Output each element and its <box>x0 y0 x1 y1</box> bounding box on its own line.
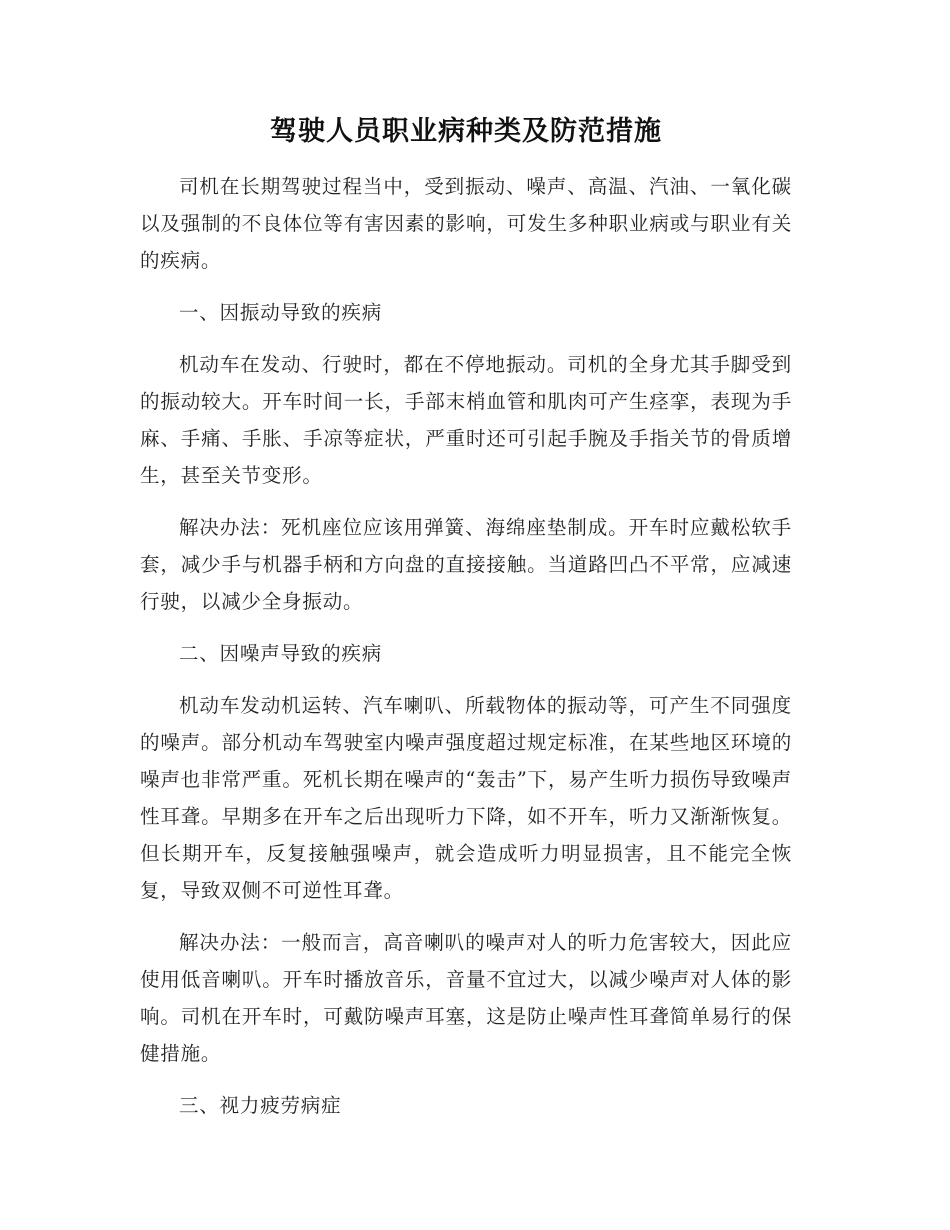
document-body <box>140 108 792 1124</box>
intro-paragraph: 司机在长期驾驶过程当中，受到振动、噪声、高温、汽油、一氧化碳以及强制的不良体位等有害因素的影响，可发生多种职业病或与职业有关的疾病。 <box>140 175 792 272</box>
document-title: 驾驶人员职业病种类及防范措施 <box>270 116 662 147</box>
vibration-solution-paragraph: 解决办法：死机座位应该用弹簧、海绵座垫制成。开车时应戴松软手套，减少手与机器手柄和方向盘的直接接触。当道路凹凸不平常，应减速行驶，以减少全身振动。 <box>140 516 792 613</box>
section-heading-noise: 二、因噪声导致的疾病 <box>179 642 383 665</box>
section-heading-vibration: 一、因振动导致的疾病 <box>179 301 383 324</box>
vibration-description-paragraph: 机动车在发动、行驶时，都在不停地振动。司机的全身尤其手脚受到的振动较大。开车时间一长，手部末梢血管和肌肉可产生痉挛，表现为手麻、手痛、手胀、手凉等症状，严重时还可引起手腕及手指关节的骨质增生，甚至关节变形。 <box>140 353 792 487</box>
noise-solution-paragraph: 解决办法：一般而言，高音喇叭的噪声对人的听力危害较大，因此应使用低音喇叭。开车时播放音乐，音量不宜过大，以减少噪声对人体的影响。司机在开车时，可戴防噪声耳塞，这是防止噪声性耳聋简单易行的保健措施。 <box>140 931 792 1065</box>
section-heading-vision: 三、视力疲劳病症 <box>179 1094 342 1117</box>
noise-description-paragraph: 机动车发动机运转、汽车喇叭、所载物体的振动等，可产生不同强度的噪声。部分机动车驾驶室内噪声强度超过规定标准，在某些地区环境的噪声也非常严重。死机长期在噪声的“轰击”下，易产生听力损伤导致噪声性耳聋。早期多在开车之后出现听力下降，如不开车，听力又渐渐恢复。但长期开车，反复接触强噪声，就会造成听力明显损害，且不能完全恢复，导致双侧不可逆性耳聋。 <box>140 694 792 902</box>
